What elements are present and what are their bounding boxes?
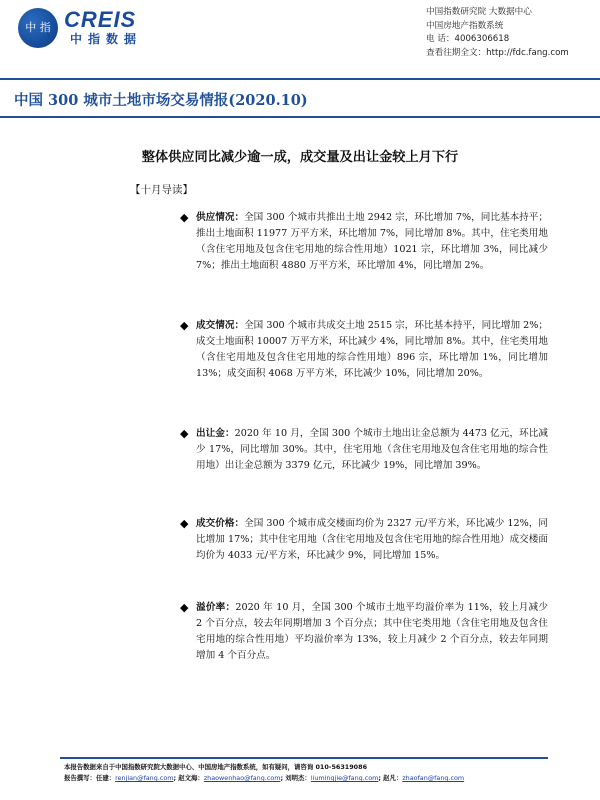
report-title: 中国 300 城市土地市场交易情报(2020.10) xyxy=(14,92,308,109)
logo-subtitle: 中指数据 xyxy=(70,32,143,46)
logo-emblem-icon: 中 指 xyxy=(18,8,58,48)
contact-block xyxy=(426,6,569,60)
headline: 整体供应同比减少逾一成，成交量及出让金较上月下行 xyxy=(141,150,459,165)
item-transaction xyxy=(180,318,548,382)
page-header xyxy=(0,0,600,70)
diamond-bullet-icon: ◆ xyxy=(180,517,189,530)
footer-source-note: 本报告数据来自于中国指数研究院大数据中心、中国房地产指数系统，如有疑问，请咨询 010-56319086 xyxy=(64,763,368,771)
item-supply xyxy=(180,210,548,274)
author-email-link[interactable]: zhaofan@fang.com xyxy=(402,774,465,782)
author-email-link[interactable]: liumingjie@fang.com xyxy=(310,774,379,782)
contact-link[interactable]: 查看往期全文：http://fdc.fang.com xyxy=(426,47,569,58)
author-name: 赵凡： xyxy=(383,774,403,782)
author-email-link[interactable]: renjian@fang.com xyxy=(115,774,174,782)
item-label: 供应情况： xyxy=(196,212,245,223)
item-text: 全国 300 个城市共成交土地 2515 宗，环比基本持平，同比增加 2%；成交土地面积 10007 万平方米，环比减少 4%，同比增加 8%。其中，住宅类用地（含住宅用地及包含住宅用地的综合性用地）896 宗，环比增加 1%，同比增加 13%；成交面积 4068 万平方米，环比减少 10%，同比增加 20%。 xyxy=(196,320,548,379)
item-text: 2020 年 10 月，全国 300 个城市土地出让金总额为 4473 亿元，环比减少 17%，同比增加 30%。其中，住宅用地（含住宅用地及包含住宅用地的综合性用地）出让金总额为 3379 亿元，环比减少 19%，同比增加 39%。 xyxy=(196,428,548,471)
item-land-revenue xyxy=(180,426,548,474)
item-price xyxy=(180,516,548,564)
item-label: 溢价率： xyxy=(196,602,236,613)
item-label: 成交价格： xyxy=(196,518,245,529)
author-name: 任建： xyxy=(95,774,116,782)
contact-line: 中国房地产指数系统 xyxy=(426,20,504,31)
item-label: 成交情况： xyxy=(196,320,245,331)
diamond-bullet-icon: ◆ xyxy=(180,427,189,440)
author-email-link[interactable]: zhaowenhao@fang.com xyxy=(203,774,281,782)
contact-phone: 电 话：4006306618 xyxy=(426,34,510,45)
logo-wordmark: CREIS xyxy=(64,7,137,32)
authors-label: 报告撰写： xyxy=(64,774,96,782)
creis-logo xyxy=(18,8,218,50)
item-label: 出让金： xyxy=(196,428,235,439)
author-name: 刘明杰： xyxy=(285,774,311,782)
author-name: 赵文海： xyxy=(178,774,204,782)
item-text: 全国 300 个城市共推出土地 2942 宗，环比增加 7%，同比基本持平；推出土地面积 11977 万平方米，环比增加 7%，同比增加 8%。其中，住宅类用地（含住宅用地及包含住宅用地的综合性用地）1021 宗，环比增加 3%，同比减少 7%；推出土地面积 4880 万平方米，环比增加 4%，同比增加 2%。 xyxy=(196,212,548,271)
footer-authors: 报告撰写：任建：renjian@fang.com; 赵文海：zhaowenhao@fang.com; 刘明杰：liumingjie@fang.com; 赵凡：zhaofan@fang.com xyxy=(64,774,465,782)
diamond-bullet-icon: ◆ xyxy=(180,319,189,332)
item-premium-rate xyxy=(180,600,548,664)
contact-line: 中国指数研究院 大数据中心 xyxy=(426,7,532,17)
footer-divider xyxy=(60,757,548,759)
diamond-bullet-icon: ◆ xyxy=(180,211,189,224)
page-footer xyxy=(64,762,464,784)
report-title-band xyxy=(0,78,600,118)
item-text: 全国 300 个城市成交楼面均价为 2327 元/平方米，环比减少 12%，同比增加 17%；其中住宅用地（含住宅用地及包含住宅用地的综合性用地）成交楼面均价为 4033 元/平方米，环比减少 9%，同比增加 15%。 xyxy=(196,518,548,561)
diamond-bullet-icon: ◆ xyxy=(180,601,189,614)
guide-label: 【十月导读】 xyxy=(130,184,193,196)
item-text: 2020 年 10 月，全国 300 个城市土地平均溢价率为 11%，较上月减少 2 个百分点，较去年同期增加 3 个百分点；其中住宅类用地（含住宅用地及包含住宅用地的综合性用地）平均溢价率为 13%，较上月减少 2 个百分点，较去年同期增加 4 个百分点。 xyxy=(196,602,548,661)
